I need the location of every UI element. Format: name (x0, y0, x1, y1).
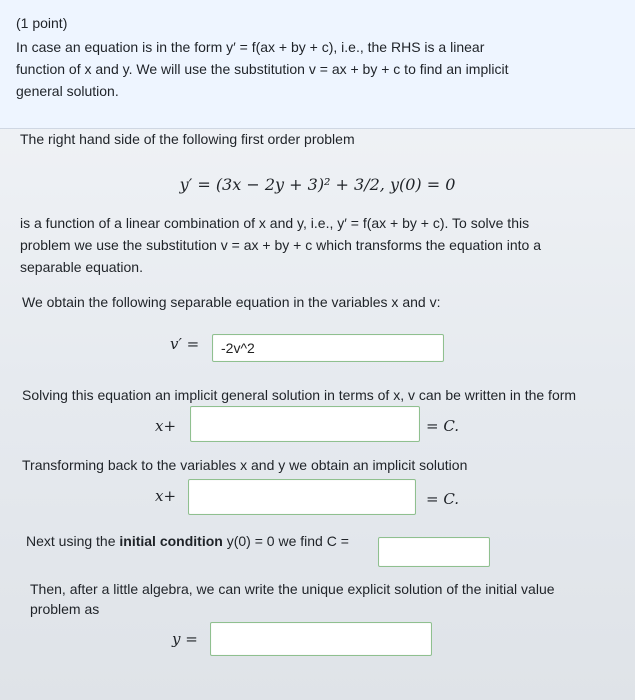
problem-line-2: problem we use the substitution v = ax + by + c which transforms the equation into a (20, 237, 542, 253)
intro-panel (0, 0, 635, 129)
y-equals-label: y = (172, 630, 198, 648)
implicit-y-answer-input[interactable] (189, 480, 415, 514)
points-label: (1 point) (16, 15, 68, 31)
final-line-1: Then, after a little algebra, we can write the unique explicit solution of the initial value (30, 581, 555, 597)
final-line-2: problem as (30, 601, 100, 617)
vprime-answer-box[interactable] (212, 334, 444, 362)
x-plus-label-2: x+ (155, 487, 177, 505)
ic-bold: initial condition (119, 533, 223, 549)
intro-line-3: general solution. (16, 83, 119, 99)
transform-lead: Transforming back to the variables x and y we obtain an implicit solution (22, 457, 468, 473)
problem-lead: The right hand side of the following first order problem (20, 131, 355, 147)
initial-condition-line (26, 532, 349, 550)
implicit-lead: Solving this equation an implicit general solution in terms of x, v can be written in the form (22, 387, 577, 403)
implicit-v-answer-input[interactable] (191, 407, 419, 441)
constant-c-answer-box[interactable] (378, 537, 490, 567)
intro-line-2: function of x and y. We will use the substitution v = ax + by + c to find an implicit (16, 61, 509, 77)
vprime-answer-input[interactable] (213, 335, 443, 361)
problem-equation: y′ = (3x − 2y + 3)² + 3/2, y(0) = 0 (179, 175, 456, 194)
problem-line-3: separable equation. (20, 259, 143, 275)
intro-line-1: In case an equation is in the form y′ = f(ax + by + c), i.e., the RHS is a linear (16, 39, 485, 55)
x-plus-label-1: x+ (155, 417, 177, 435)
explicit-solution-answer-box[interactable] (210, 622, 432, 656)
implicit-y-answer-box[interactable] (188, 479, 416, 515)
equals-c-label-2: = C. (426, 490, 460, 508)
implicit-v-answer-box[interactable] (190, 406, 420, 442)
ic-suffix: y(0) = 0 we find C = (222, 533, 349, 549)
explicit-solution-answer-input[interactable] (211, 623, 431, 655)
constant-c-answer-input[interactable] (379, 538, 489, 566)
ic-prefix: Next using the (26, 533, 120, 549)
vprime-label: v′ = (170, 335, 200, 353)
problem-line-1: is a function of a linear combination of x and y, i.e., y′ = f(ax + by + c). To solve this (20, 215, 530, 231)
separable-lead: We obtain the following separable equation in the variables x and v: (22, 294, 441, 310)
equals-c-label-1: = C. (426, 417, 460, 435)
